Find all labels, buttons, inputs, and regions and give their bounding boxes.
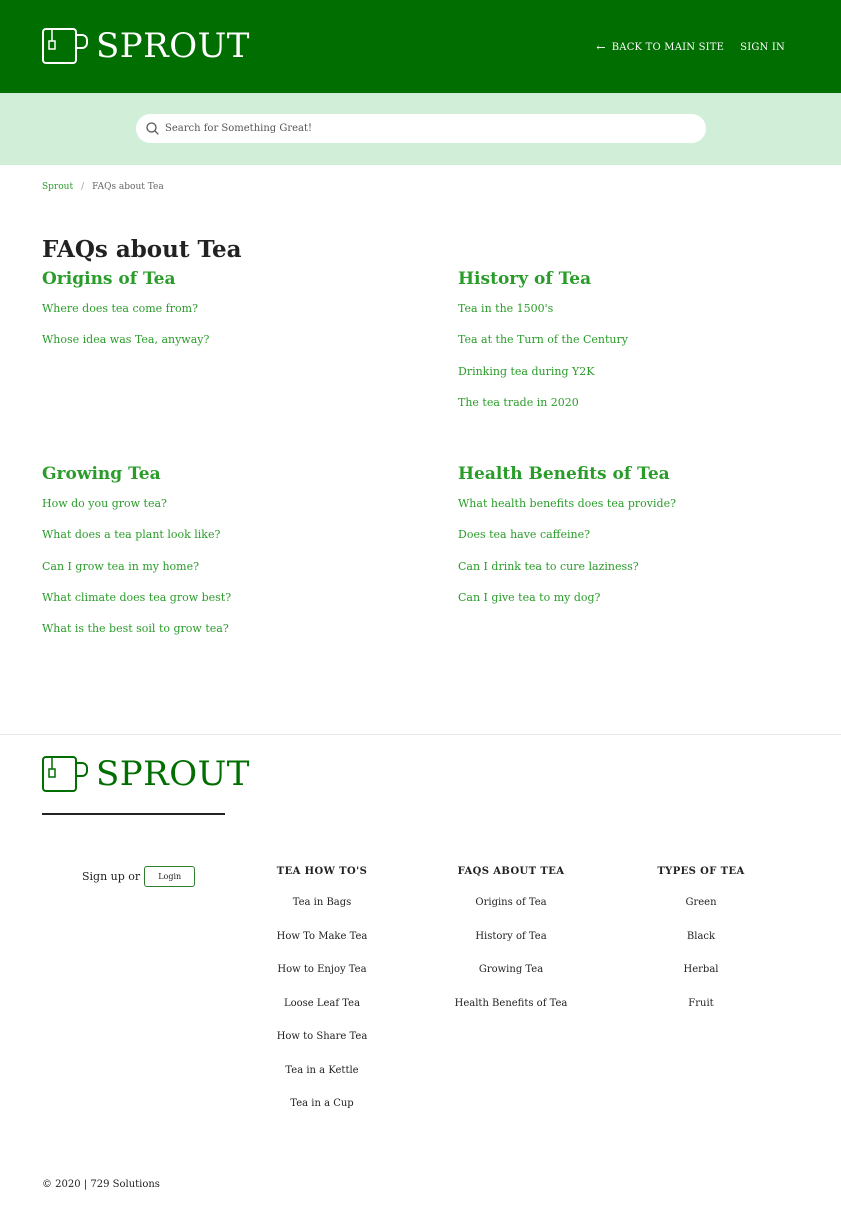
signup-area — [82, 866, 195, 887]
article-link[interactable]: Tea at the Turn of the Century — [458, 333, 628, 347]
header-logo[interactable] — [42, 28, 250, 64]
copyright: © 2020 | 729 Solutions — [42, 1179, 160, 1190]
footer-link[interactable]: Loose Leaf Tea — [283, 997, 361, 1009]
article-link[interactable]: How do you grow tea? — [42, 497, 167, 510]
article-link[interactable]: Can I give tea to my dog? — [458, 590, 601, 604]
footer-column-tea-how-tos — [232, 866, 412, 1132]
breadcrumb-separator: / — [81, 182, 85, 192]
footer-link[interactable]: History of Tea — [475, 930, 547, 942]
site-header — [0, 0, 841, 93]
search-input[interactable] — [165, 123, 665, 134]
article-link[interactable]: Can I grow tea in my home? — [42, 559, 200, 573]
back-to-main-site-link[interactable] — [596, 41, 724, 54]
article-link[interactable]: What health benefits does tea provide? — [458, 497, 676, 510]
section-title[interactable]: Origins of Tea — [42, 269, 176, 289]
breadcrumb-current: FAQs about Tea — [92, 182, 164, 192]
footer-link[interactable]: Health Benefits of Tea — [454, 997, 568, 1009]
teacup-icon — [42, 28, 88, 64]
logo-text: SPROUT — [96, 26, 250, 66]
arrow-left-icon: ← — [596, 41, 606, 54]
footer-column-faqs-about-tea — [421, 866, 601, 1031]
footer-link[interactable]: Black — [686, 930, 716, 942]
article-link[interactable]: The tea trade in 2020 — [458, 395, 579, 409]
footer-logo-underline — [42, 813, 225, 815]
article-link[interactable]: What is the best soil to grow tea? — [42, 622, 229, 636]
logo-text: SPROUT — [96, 754, 250, 794]
page-title: FAQs about Tea — [42, 236, 242, 263]
search-box[interactable] — [136, 114, 706, 143]
footer-link[interactable]: Tea in Bags — [292, 897, 352, 908]
article-link[interactable]: What does a tea plant look like? — [42, 528, 221, 542]
footer-column-title[interactable]: TYPES OF TEA — [657, 866, 745, 877]
footer-divider — [0, 734, 841, 735]
breadcrumb-home-link[interactable]: Sprout — [42, 182, 74, 192]
footer-link[interactable]: Tea in a Cup — [290, 1098, 354, 1109]
footer-column-title[interactable]: FAQS ABOUT TEA — [457, 866, 565, 877]
footer-link[interactable]: Herbal — [683, 964, 719, 975]
section-history-of-tea — [458, 269, 818, 427]
footer-link[interactable]: Tea in a Kettle — [285, 1064, 359, 1076]
section-title[interactable]: Health Benefits of Tea — [458, 464, 670, 484]
signup-text[interactable]: Sign up or — [82, 870, 141, 883]
footer-link[interactable]: Fruit — [688, 997, 714, 1009]
footer-column-title[interactable]: TEA HOW TO'S — [276, 866, 368, 877]
breadcrumb — [42, 182, 164, 192]
section-origins-of-tea — [42, 269, 402, 365]
sign-in-link[interactable]: SIGN IN — [740, 42, 785, 53]
article-link[interactable]: Does tea have caffeine? — [458, 528, 590, 542]
footer-link[interactable]: How To Make Tea — [276, 930, 368, 942]
footer-link[interactable]: Origins of Tea — [475, 897, 547, 908]
back-to-main-site-label: BACK TO MAIN SITE — [611, 42, 725, 53]
header-nav — [596, 41, 785, 54]
article-link[interactable]: Tea in the 1500's — [458, 302, 554, 315]
teacup-icon — [42, 756, 88, 792]
footer-column-types-of-tea — [611, 866, 791, 1031]
article-link[interactable]: Whose idea was Tea, anyway? — [42, 333, 210, 347]
footer-logo[interactable] — [42, 756, 250, 792]
search-band — [0, 93, 841, 165]
login-button[interactable]: Login — [144, 866, 195, 887]
article-link[interactable]: Can I drink tea to cure laziness? — [458, 559, 639, 573]
article-link[interactable]: What climate does tea grow best? — [42, 590, 232, 604]
footer-link[interactable]: Growing Tea — [478, 964, 544, 975]
footer-link[interactable]: How to Enjoy Tea — [277, 964, 367, 975]
section-title[interactable]: Growing Tea — [42, 464, 161, 484]
article-link[interactable]: Where does tea come from? — [42, 302, 198, 315]
section-title[interactable]: History of Tea — [458, 269, 592, 289]
footer-link[interactable]: How to Share Tea — [276, 1031, 368, 1042]
footer-link[interactable]: Green — [685, 897, 717, 908]
article-link[interactable]: Drinking tea during Y2K — [458, 364, 595, 378]
section-growing-tea — [42, 464, 402, 653]
search-icon — [146, 122, 159, 135]
section-health-benefits-of-tea — [458, 464, 818, 622]
